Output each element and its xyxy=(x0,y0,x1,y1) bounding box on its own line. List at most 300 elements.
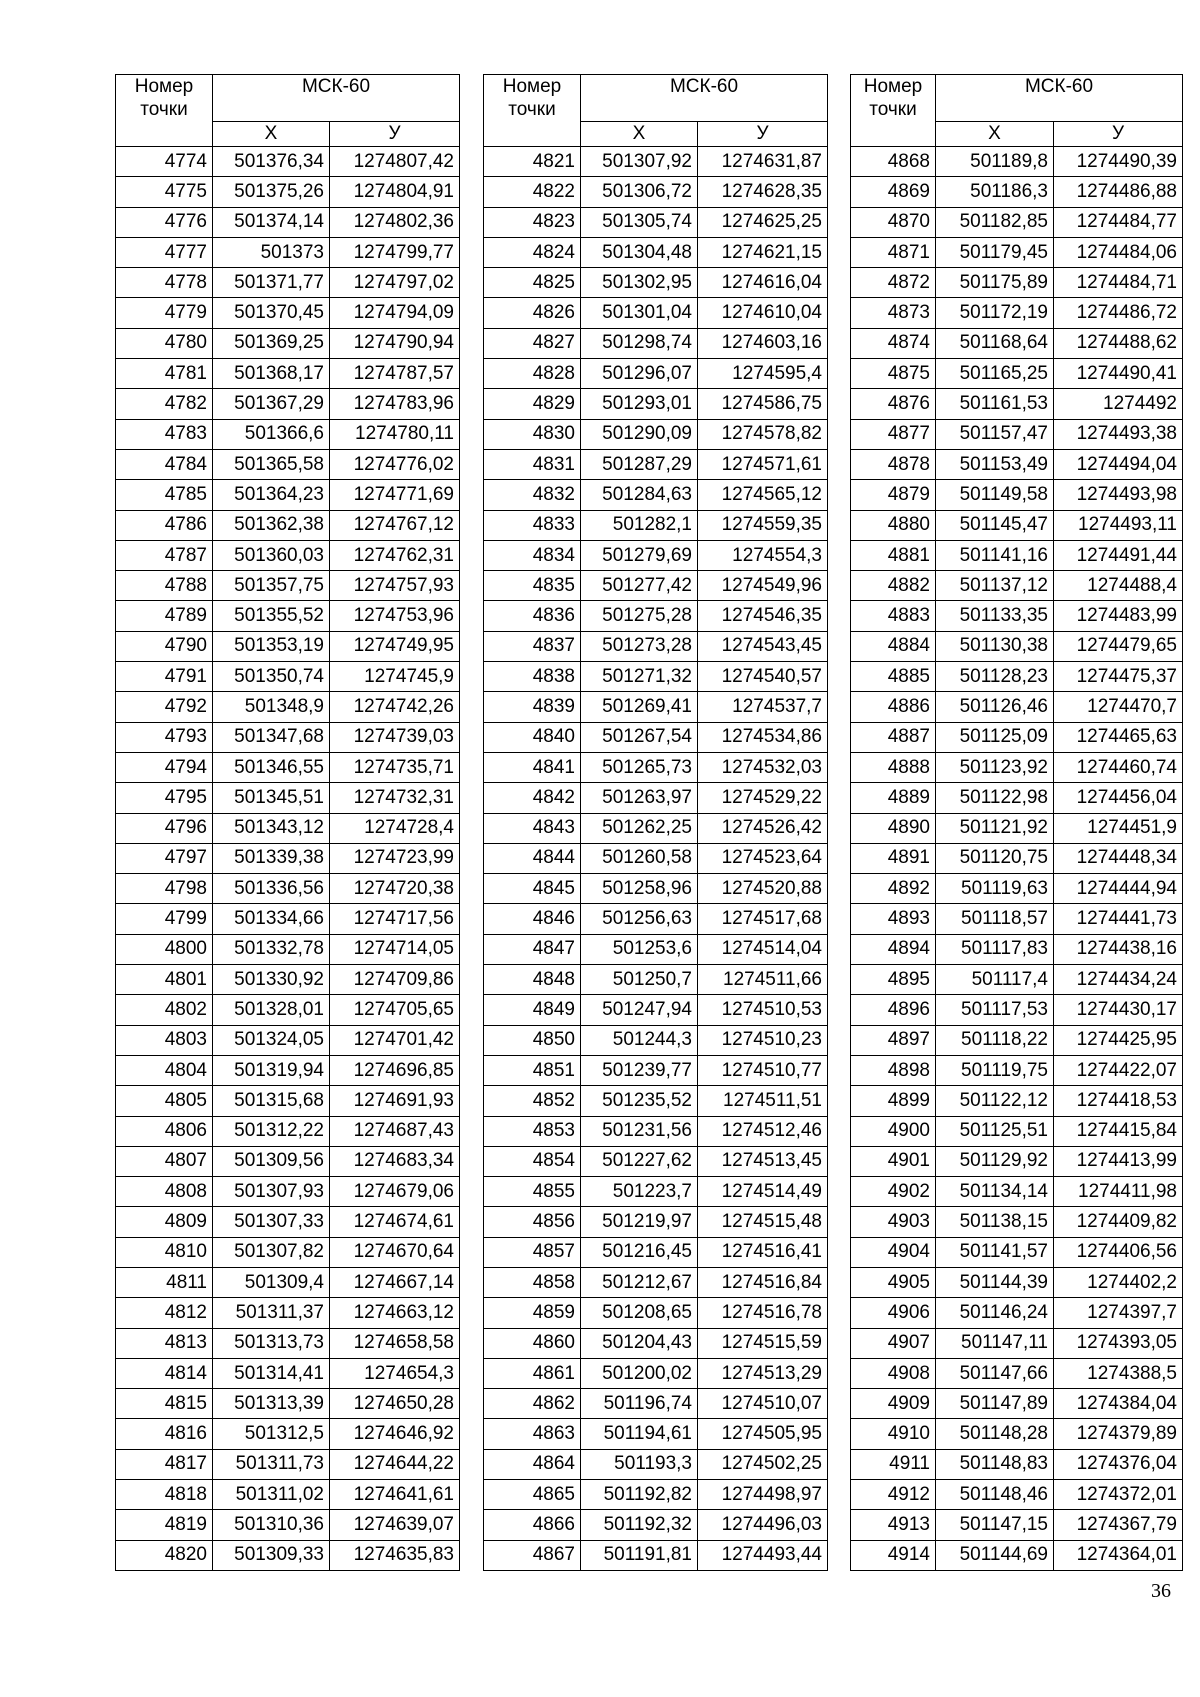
table-row xyxy=(116,510,460,540)
x-coordinate-cell: 501367,29 xyxy=(213,389,330,419)
table-row xyxy=(116,1298,460,1328)
x-coordinate-cell: 501309,4 xyxy=(213,1267,330,1297)
point-number-cell: 4893 xyxy=(851,904,936,934)
point-number-cell: 4881 xyxy=(851,540,936,570)
point-number-cell: 4775 xyxy=(116,177,213,207)
table-row xyxy=(484,1540,828,1570)
table-row xyxy=(116,1389,460,1419)
point-number-cell: 4846 xyxy=(484,904,581,934)
point-number-cell: 4897 xyxy=(851,1025,936,1055)
x-coordinate-cell: 501208,65 xyxy=(581,1298,698,1328)
point-number-cell: 4904 xyxy=(851,1237,936,1267)
y-coordinate-cell: 1274534,86 xyxy=(698,722,828,752)
point-number-cell: 4912 xyxy=(851,1480,936,1510)
point-number-cell: 4787 xyxy=(116,540,213,570)
x-coordinate-cell: 501157,47 xyxy=(936,419,1054,449)
x-coordinate-cell: 501298,74 xyxy=(581,328,698,358)
point-number-cell: 4825 xyxy=(484,268,581,298)
x-coordinate-cell: 501149,58 xyxy=(936,480,1054,510)
x-coordinate-cell: 501148,28 xyxy=(936,1419,1054,1449)
x-coordinate-cell: 501365,58 xyxy=(213,449,330,479)
point-number-cell: 4798 xyxy=(116,874,213,904)
x-coordinate-cell: 501118,22 xyxy=(936,1025,1054,1055)
table-row xyxy=(116,177,460,207)
x-coordinate-cell: 501311,02 xyxy=(213,1480,330,1510)
y-coordinate-cell: 1274490,39 xyxy=(1054,147,1183,177)
table-row xyxy=(116,298,460,328)
x-coordinate-cell: 501179,45 xyxy=(936,237,1054,267)
point-number-cell: 4821 xyxy=(484,147,581,177)
table-row xyxy=(851,298,1183,328)
point-number-cell: 4781 xyxy=(116,359,213,389)
x-coordinate-cell: 501186,3 xyxy=(936,177,1054,207)
x-coordinate-cell: 501223,7 xyxy=(581,1177,698,1207)
x-coordinate-cell: 501121,92 xyxy=(936,813,1054,843)
point-number-cell: 4844 xyxy=(484,843,581,873)
x-coordinate-cell: 501145,47 xyxy=(936,510,1054,540)
y-coordinate-cell: 1274635,83 xyxy=(330,1540,460,1570)
x-coordinate-cell: 501347,68 xyxy=(213,722,330,752)
y-coordinate-cell: 1274388,5 xyxy=(1054,1358,1183,1388)
point-number-cell: 4913 xyxy=(851,1510,936,1540)
y-coordinate-cell: 1274418,53 xyxy=(1054,1086,1183,1116)
y-coordinate-cell: 1274714,05 xyxy=(330,934,460,964)
y-coordinate-cell: 1274517,68 xyxy=(698,904,828,934)
y-coordinate-cell: 1274397,7 xyxy=(1054,1298,1183,1328)
y-coordinate-cell: 1274578,82 xyxy=(698,419,828,449)
table-row xyxy=(484,1055,828,1085)
x-coordinate-cell: 501147,66 xyxy=(936,1358,1054,1388)
point-number-cell: 4890 xyxy=(851,813,936,843)
y-coordinate-cell: 1274762,31 xyxy=(330,540,460,570)
y-coordinate-cell: 1274493,11 xyxy=(1054,510,1183,540)
table-row xyxy=(116,692,460,722)
y-coordinate-cell: 1274532,03 xyxy=(698,752,828,782)
table-row xyxy=(851,1177,1183,1207)
x-coordinate-cell: 501309,56 xyxy=(213,1146,330,1176)
y-coordinate-cell: 1274516,78 xyxy=(698,1298,828,1328)
y-coordinate-cell: 1274603,16 xyxy=(698,328,828,358)
x-coordinate-cell: 501129,92 xyxy=(936,1146,1054,1176)
x-coordinate-cell: 501304,48 xyxy=(581,237,698,267)
x-coordinate-cell: 501235,52 xyxy=(581,1086,698,1116)
table-row xyxy=(116,1146,460,1176)
x-coordinate-cell: 501353,19 xyxy=(213,631,330,661)
table-row xyxy=(116,1086,460,1116)
y-coordinate-cell: 1274384,04 xyxy=(1054,1389,1183,1419)
y-coordinate-cell: 1274701,42 xyxy=(330,1025,460,1055)
table-row xyxy=(851,995,1183,1025)
x-coordinate-cell: 501301,04 xyxy=(581,298,698,328)
table-row xyxy=(116,389,460,419)
table-row xyxy=(116,722,460,752)
table-row xyxy=(116,783,460,813)
x-coordinate-cell: 501144,39 xyxy=(936,1267,1054,1297)
y-coordinate-cell: 1274616,04 xyxy=(698,268,828,298)
point-number-cell: 4788 xyxy=(116,571,213,601)
table-row xyxy=(484,1207,828,1237)
y-coordinate-cell: 1274379,89 xyxy=(1054,1419,1183,1449)
y-coordinate-cell: 1274641,61 xyxy=(330,1480,460,1510)
table-row xyxy=(116,904,460,934)
point-number-cell: 4900 xyxy=(851,1116,936,1146)
x-coordinate-cell: 501244,3 xyxy=(581,1025,698,1055)
x-coordinate-cell: 501192,32 xyxy=(581,1510,698,1540)
x-coordinate-cell: 501284,63 xyxy=(581,480,698,510)
y-coordinate-cell: 1274493,98 xyxy=(1054,480,1183,510)
point-number-cell: 4902 xyxy=(851,1177,936,1207)
point-header-line2: точки xyxy=(869,99,917,120)
x-coordinate-cell: 501200,02 xyxy=(581,1358,698,1388)
y-coordinate-cell: 1274621,15 xyxy=(698,237,828,267)
y-coordinate-cell: 1274483,99 xyxy=(1054,601,1183,631)
x-coordinate-cell: 501307,92 xyxy=(581,147,698,177)
x-coordinate-cell: 501147,15 xyxy=(936,1510,1054,1540)
table-row xyxy=(484,722,828,752)
y-coordinate-cell: 1274549,96 xyxy=(698,571,828,601)
y-coordinate-cell: 1274742,26 xyxy=(330,692,460,722)
y-coordinate-cell: 1274444,94 xyxy=(1054,874,1183,904)
point-number-cell: 4792 xyxy=(116,692,213,722)
table-row xyxy=(116,813,460,843)
table-row xyxy=(851,965,1183,995)
x-coordinate-cell: 501153,49 xyxy=(936,449,1054,479)
table-row xyxy=(851,1358,1183,1388)
y-coordinate-cell: 1274512,46 xyxy=(698,1116,828,1146)
table-row xyxy=(116,934,460,964)
x-coordinate-cell: 501271,32 xyxy=(581,662,698,692)
x-coordinate-cell: 501277,42 xyxy=(581,571,698,601)
y-coordinate-cell: 1274732,31 xyxy=(330,783,460,813)
point-number-cell: 4804 xyxy=(116,1055,213,1085)
point-number-cell: 4826 xyxy=(484,298,581,328)
y-coordinate-cell: 1274502,25 xyxy=(698,1449,828,1479)
table-row xyxy=(116,419,460,449)
y-coordinate-cell: 1274451,9 xyxy=(1054,813,1183,843)
y-coordinate-cell: 1274757,93 xyxy=(330,571,460,601)
table-row xyxy=(851,1328,1183,1358)
y-coordinate-cell: 1274411,98 xyxy=(1054,1177,1183,1207)
y-coordinate-cell: 1274807,42 xyxy=(330,147,460,177)
y-coordinate-cell: 1274802,36 xyxy=(330,207,460,237)
point-number-cell: 4776 xyxy=(116,207,213,237)
x-coordinate-cell: 501141,57 xyxy=(936,1237,1054,1267)
x-coordinate-cell: 501343,12 xyxy=(213,813,330,843)
y-coordinate-cell: 1274787,57 xyxy=(330,359,460,389)
table-row xyxy=(116,1328,460,1358)
x-coordinate-cell: 501216,45 xyxy=(581,1237,698,1267)
y-coordinate-cell: 1274491,44 xyxy=(1054,540,1183,570)
x-coordinate-cell: 501360,03 xyxy=(213,540,330,570)
point-number-cell: 4833 xyxy=(484,510,581,540)
x-coordinate-cell: 501247,94 xyxy=(581,995,698,1025)
y-coordinate-cell: 1274728,4 xyxy=(330,813,460,843)
y-coordinate-cell: 1274430,17 xyxy=(1054,995,1183,1025)
table-row xyxy=(484,571,828,601)
y-coordinate-cell: 1274479,65 xyxy=(1054,631,1183,661)
table-row xyxy=(116,1177,460,1207)
x-coordinate-cell: 501307,82 xyxy=(213,1237,330,1267)
table-row xyxy=(851,480,1183,510)
point-number-cell: 4828 xyxy=(484,359,581,389)
x-coordinate-cell: 501339,38 xyxy=(213,843,330,873)
y-coordinate-cell: 1274448,34 xyxy=(1054,843,1183,873)
y-coordinate-cell: 1274735,71 xyxy=(330,752,460,782)
table-row xyxy=(851,1419,1183,1449)
y-coordinate-cell: 1274484,77 xyxy=(1054,207,1183,237)
x-coordinate-cell: 501231,56 xyxy=(581,1116,698,1146)
point-number-cell: 4817 xyxy=(116,1449,213,1479)
point-number-cell: 4801 xyxy=(116,965,213,995)
x-coordinate-cell: 501357,75 xyxy=(213,571,330,601)
y-coordinate-cell: 1274790,94 xyxy=(330,328,460,358)
table-row xyxy=(484,965,828,995)
table-row xyxy=(484,631,828,661)
x-coordinate-cell: 501309,33 xyxy=(213,1540,330,1570)
table-row xyxy=(851,1086,1183,1116)
point-number-cell: 4885 xyxy=(851,662,936,692)
point-number-cell: 4783 xyxy=(116,419,213,449)
y-coordinate-cell: 1274486,88 xyxy=(1054,177,1183,207)
y-coordinate-cell: 1274753,96 xyxy=(330,601,460,631)
table-row xyxy=(851,147,1183,177)
point-number-cell: 4878 xyxy=(851,449,936,479)
y-coordinate-cell: 1274510,07 xyxy=(698,1389,828,1419)
point-number-cell: 4840 xyxy=(484,722,581,752)
y-coordinate-cell: 1274625,25 xyxy=(698,207,828,237)
table-row xyxy=(851,389,1183,419)
point-header-line1: Номер xyxy=(863,76,923,97)
point-number-cell: 4835 xyxy=(484,571,581,601)
table-row xyxy=(851,1510,1183,1540)
x-coordinate-cell: 501314,41 xyxy=(213,1358,330,1388)
table-row xyxy=(484,1419,828,1449)
point-number-cell: 4850 xyxy=(484,1025,581,1055)
point-number-cell: 4829 xyxy=(484,389,581,419)
y-coordinate-cell: 1274460,74 xyxy=(1054,752,1183,782)
point-number-cell: 4803 xyxy=(116,1025,213,1055)
point-number-cell: 4907 xyxy=(851,1328,936,1358)
table-row xyxy=(484,601,828,631)
x-coordinate-cell: 501260,58 xyxy=(581,843,698,873)
x-coordinate-cell: 501345,51 xyxy=(213,783,330,813)
coordinates-table-1 xyxy=(115,74,460,1571)
point-number-cell: 4892 xyxy=(851,874,936,904)
y-coordinate-cell: 1274646,92 xyxy=(330,1419,460,1449)
point-number-cell: 4874 xyxy=(851,328,936,358)
table-row xyxy=(484,268,828,298)
x-coordinate-cell: 501182,85 xyxy=(936,207,1054,237)
point-number-cell: 4855 xyxy=(484,1177,581,1207)
x-coordinate-cell: 501366,6 xyxy=(213,419,330,449)
y-coordinate-cell: 1274749,95 xyxy=(330,631,460,661)
y-coordinate-cell: 1274402,2 xyxy=(1054,1267,1183,1297)
y-coordinate-cell: 1274514,04 xyxy=(698,934,828,964)
x-coordinate-cell: 501125,09 xyxy=(936,722,1054,752)
x-coordinate-cell: 501375,26 xyxy=(213,177,330,207)
table-row xyxy=(484,389,828,419)
y-coordinate-cell: 1274628,35 xyxy=(698,177,828,207)
table-row xyxy=(116,965,460,995)
point-number-cell: 4911 xyxy=(851,1449,936,1479)
x-coordinate-cell: 501371,77 xyxy=(213,268,330,298)
x-coordinate-cell: 501373 xyxy=(213,237,330,267)
table-row xyxy=(851,449,1183,479)
y-coordinate-cell: 1274498,97 xyxy=(698,1480,828,1510)
point-number-cell: 4876 xyxy=(851,389,936,419)
point-number-cell: 4899 xyxy=(851,1086,936,1116)
table-row xyxy=(116,1540,460,1570)
table-row xyxy=(851,783,1183,813)
x-coordinate-cell: 501191,81 xyxy=(581,1540,698,1570)
point-number-cell: 4858 xyxy=(484,1267,581,1297)
point-number-cell: 4808 xyxy=(116,1177,213,1207)
table-row xyxy=(116,843,460,873)
y-coordinate-cell: 1274658,58 xyxy=(330,1328,460,1358)
y-coordinate-cell: 1274376,04 xyxy=(1054,1449,1183,1479)
x-coordinate-cell: 501126,46 xyxy=(936,692,1054,722)
x-coordinate-cell: 501279,69 xyxy=(581,540,698,570)
x-coordinate-cell: 501239,77 xyxy=(581,1055,698,1085)
x-coordinate-cell: 501313,39 xyxy=(213,1389,330,1419)
table-row xyxy=(484,237,828,267)
x-coordinate-cell: 501306,72 xyxy=(581,177,698,207)
point-number-cell: 4811 xyxy=(116,1267,213,1297)
point-number-cell: 4868 xyxy=(851,147,936,177)
x-coordinate-cell: 501293,01 xyxy=(581,389,698,419)
table-row xyxy=(851,874,1183,904)
point-number-cell: 4837 xyxy=(484,631,581,661)
x-coordinate-cell: 501362,38 xyxy=(213,510,330,540)
table-row xyxy=(851,1237,1183,1267)
table-row xyxy=(484,752,828,782)
y-header: У xyxy=(1054,122,1183,147)
point-number-cell: 4852 xyxy=(484,1086,581,1116)
x-coordinate-cell: 501368,17 xyxy=(213,359,330,389)
x-coordinate-cell: 501122,12 xyxy=(936,1086,1054,1116)
point-number-cell: 4875 xyxy=(851,359,936,389)
y-coordinate-cell: 1274484,06 xyxy=(1054,237,1183,267)
x-coordinate-cell: 501219,97 xyxy=(581,1207,698,1237)
point-number-cell: 4869 xyxy=(851,177,936,207)
table-row xyxy=(116,1116,460,1146)
point-number-cell: 4797 xyxy=(116,843,213,873)
point-number-cell: 4814 xyxy=(116,1358,213,1388)
point-number-cell: 4800 xyxy=(116,934,213,964)
x-coordinate-cell: 501148,46 xyxy=(936,1480,1054,1510)
point-number-cell: 4836 xyxy=(484,601,581,631)
x-coordinate-cell: 501324,05 xyxy=(213,1025,330,1055)
point-number-cell: 4883 xyxy=(851,601,936,631)
table-row xyxy=(484,843,828,873)
point-number-cell: 4898 xyxy=(851,1055,936,1085)
y-coordinate-cell: 1274456,04 xyxy=(1054,783,1183,813)
table-row xyxy=(851,1267,1183,1297)
y-coordinate-cell: 1274650,28 xyxy=(330,1389,460,1419)
point-number-cell: 4809 xyxy=(116,1207,213,1237)
point-number-cell: 4906 xyxy=(851,1298,936,1328)
point-number-cell: 4851 xyxy=(484,1055,581,1085)
point-number-cell: 4832 xyxy=(484,480,581,510)
x-coordinate-cell: 501364,23 xyxy=(213,480,330,510)
x-coordinate-cell: 501141,16 xyxy=(936,540,1054,570)
point-number-cell: 4780 xyxy=(116,328,213,358)
y-coordinate-cell: 1274696,85 xyxy=(330,1055,460,1085)
table-row xyxy=(851,237,1183,267)
y-coordinate-cell: 1274771,69 xyxy=(330,480,460,510)
table-row xyxy=(484,1237,828,1267)
table-row xyxy=(484,1025,828,1055)
coordinate-system-header: МСК-60 xyxy=(213,75,460,122)
y-coordinate-cell: 1274663,12 xyxy=(330,1298,460,1328)
point-number-cell: 4891 xyxy=(851,843,936,873)
table-row xyxy=(116,631,460,661)
table-row xyxy=(484,662,828,692)
y-coordinate-cell: 1274415,84 xyxy=(1054,1116,1183,1146)
table-row xyxy=(851,1207,1183,1237)
table-row xyxy=(851,631,1183,661)
y-coordinate-cell: 1274687,43 xyxy=(330,1116,460,1146)
point-number-cell: 4896 xyxy=(851,995,936,1025)
point-number-cell: 4782 xyxy=(116,389,213,419)
x-coordinate-cell: 501312,5 xyxy=(213,1419,330,1449)
table-row xyxy=(484,904,828,934)
table-row xyxy=(851,1298,1183,1328)
point-number-cell: 4847 xyxy=(484,934,581,964)
y-coordinate-cell: 1274511,66 xyxy=(698,965,828,995)
y-coordinate-cell: 1274520,88 xyxy=(698,874,828,904)
table-row xyxy=(116,1510,460,1540)
y-coordinate-cell: 1274367,79 xyxy=(1054,1510,1183,1540)
y-coordinate-cell: 1274723,99 xyxy=(330,843,460,873)
point-number-cell: 4894 xyxy=(851,934,936,964)
point-number-cell: 4790 xyxy=(116,631,213,661)
point-number-cell: 4820 xyxy=(116,1540,213,1570)
y-coordinate-cell: 1274720,38 xyxy=(330,874,460,904)
y-coordinate-cell: 1274717,56 xyxy=(330,904,460,934)
x-header: Х xyxy=(936,122,1054,147)
x-coordinate-cell: 501196,74 xyxy=(581,1389,698,1419)
y-coordinate-cell: 1274654,3 xyxy=(330,1358,460,1388)
y-coordinate-cell: 1274505,95 xyxy=(698,1419,828,1449)
point-number-cell: 4806 xyxy=(116,1116,213,1146)
table-row xyxy=(116,662,460,692)
point-number-cell: 4778 xyxy=(116,268,213,298)
x-coordinate-cell: 501144,69 xyxy=(936,1540,1054,1570)
table-row xyxy=(116,1025,460,1055)
point-number-cell: 4865 xyxy=(484,1480,581,1510)
x-coordinate-cell: 501263,97 xyxy=(581,783,698,813)
y-coordinate-cell: 1274554,3 xyxy=(698,540,828,570)
x-coordinate-cell: 501117,53 xyxy=(936,995,1054,1025)
table-row xyxy=(116,1358,460,1388)
x-coordinate-cell: 501147,89 xyxy=(936,1389,1054,1419)
y-coordinate-cell: 1274670,64 xyxy=(330,1237,460,1267)
point-number-cell: 4877 xyxy=(851,419,936,449)
y-coordinate-cell: 1274513,45 xyxy=(698,1146,828,1176)
point-number-cell: 4882 xyxy=(851,571,936,601)
y-coordinate-cell: 1274486,72 xyxy=(1054,298,1183,328)
table-row xyxy=(484,874,828,904)
table-row xyxy=(484,934,828,964)
point-number-cell: 4905 xyxy=(851,1267,936,1297)
point-number-cell: 4866 xyxy=(484,1510,581,1540)
x-coordinate-cell: 501250,7 xyxy=(581,965,698,995)
y-coordinate-cell: 1274510,77 xyxy=(698,1055,828,1085)
table-row xyxy=(851,722,1183,752)
x-header: Х xyxy=(213,122,330,147)
x-coordinate-cell: 501302,95 xyxy=(581,268,698,298)
